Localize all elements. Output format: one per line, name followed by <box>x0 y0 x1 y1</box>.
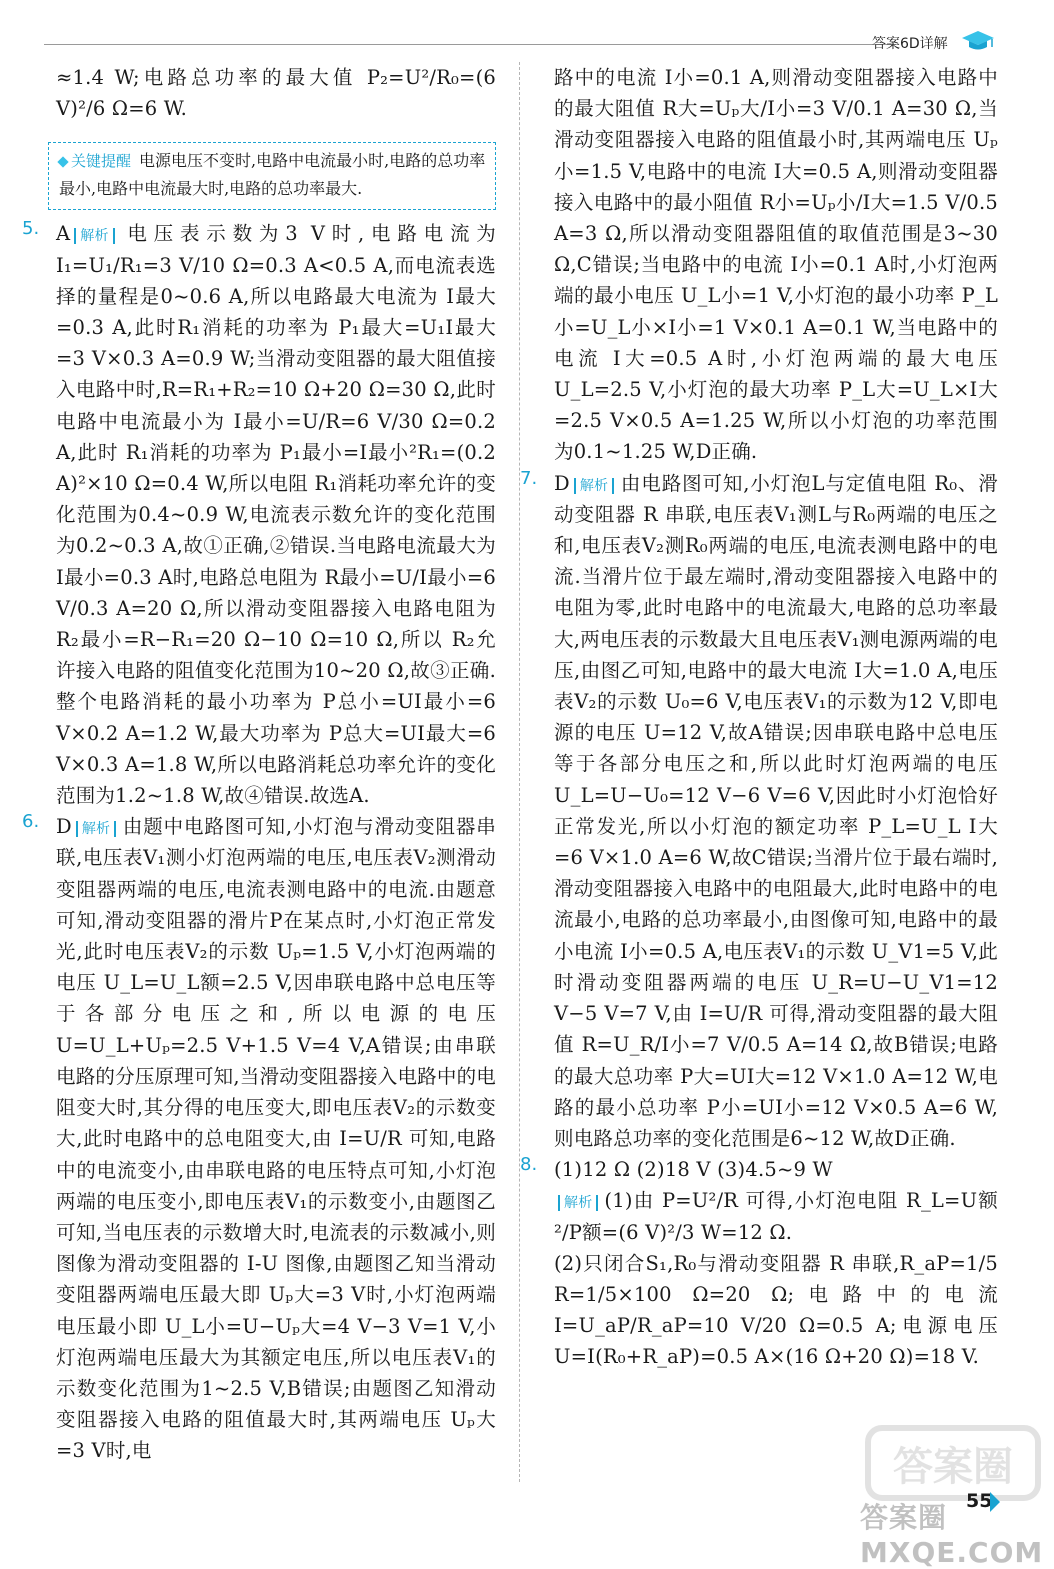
question-number: 6. <box>22 811 40 833</box>
analysis-tag: 解析 <box>558 1195 598 1211</box>
question-body <box>56 218 496 811</box>
header-rule <box>44 44 896 45</box>
tip-label: 关键提醒 <box>71 152 132 171</box>
answer-letter: D <box>554 471 570 495</box>
analysis-text: 电压表示数为3 V时,电路电流为 I₁=U₁/R₁=3 V/10 Ω=0.3 A<0.5 A,而电流表选择的量程是0~0.6 A,所以电路最大电流为 I最大=0.3 A,此时R₁消耗的功率为 P₁最大=U₁I最大=3 V×0.3 A=0.9 W;当滑动变阻器的最大阻值接入电路中时,R=R₁+R₂=10 Ω+20 Ω=30 Ω,此时电路中电流最小为 I最小=U/R=6 V/30 Ω=0.2 A,此时 R₁消耗的功率为 P₁最小=I最小²R₁=(0.2 A)²×10 Ω=0.4 W,所以电阻 R₁消耗功率允许的变化范围为0.4~0.9 W,电流表示数允许的变化范围为0.2~0.3 A,故①正确,②错误.当电路电流最大为 I最小=0.3 A时,电路总电阻为 R最小=U/I最小=6 V/0.3 A=20 Ω,所以滑动变阻器接入电路电阻为 R₂最小=R−R₁=20 Ω−10 Ω=10 Ω,所以 R₂允许接入电路的阻值变化范围为10~20 Ω,故③正确.整个电路消耗的最小功率为 P总小=UI最小=6 V×0.2 A=1.2 W,最大功率为 P总大=UI最大=6 V×0.3 A=1.8 W,所以电路消耗总功率允许的变化范围为1.2~1.8 W,故④错误.故选A. <box>56 222 496 808</box>
analysis-text: 由电路图可知,小灯泡L与定值电阻 R₀、滑动变阻器 R 串联,电压表V₁测L与R₀两端的电压之和,电压表V₂测R₀两端的电压,电流表测电路中的电流.当滑片位于最左端时,滑动变阻器接入电路中的电阻为零,此时电路中的电流最大,电路的总功率最大,两电压表的示数最大且电压表V₁测电源两端的电压,由图乙可知,电路中的最大电流 I大=1.0 A,电压表V₂的示数 U₀=6 V,电压表V₁的示数为12 V,即电源的电压 U=12 V,故A错误;因串联电路中总电压等于各部分电压之和,所以此时灯泡两端的电压 U_L=U−U₀=12 V−6 V=6 V,因此时小灯泡恰好正常发光,所以小灯泡的额定功率 P_L=U_L I大=6 V×1.0 A=6 W,故C错误;当滑片位于最右端时,滑动变阻器接入电路中的电阻最大,此时电路中的电流最小,电路的总功率最小,由图像可知,电路中的最小电流 I小=0.5 A,电压表V₁的示数 U_V1=5 V,此时滑动变阻器两端的电压 U_R=U−U_V1=12 V−5 V=7 V,由 I=U/R 可得,滑动变阻器的最大阻值 R=U_R/I小=7 V/0.5 A=14 Ω,故B错误;电路的最大总功率 P大=UI大=12 V×1.0 A=12 W,电路的最小总功率 P小=UI小=12 V×0.5 A=6 W,则电路总功率的变化范围是6~12 W,故D正确. <box>554 471 998 1150</box>
question-body <box>554 468 998 1154</box>
analysis-text: 由题中电路图可知,小灯泡与滑动变阻器串联,电压表V₁测小灯泡两端的电压,电压表V₂测滑动变阻器两端的电压,电流表测电路中的电流.由题意可知,滑动变阻器的滑片P在某点时,小灯泡正常发光,此时电压表V₂的示数 Uₚ=1.5 V,小灯泡两端的电压 U_L=U_L额=2.5 V,因串联电路中总电压等于各部分电压之和,所以电源的电压 U=U_L+Uₚ=2.5 V+1.5 V=4 V,A错误;由串联电路的分压原理可知,当滑动变阻器接入电路中的电阻变大时,其分得的电压变大,即电压表V₂的示数变大,此时电路中的总电阻变大,由 I=U/R 可知,电路中的电流变小,由串联电路的电压特点可知,小灯泡两端的电压变小,即电压表V₁的示数变小,由题图乙可知,当电压表的示数增大时,电流表的示数减小,则图像为滑动变阻器的 I-U 图像,由题图乙知当滑动变阻器两端电压最大即 Uₚ大=3 V时,小灯泡两端电压最小即 U_L小=U−Uₚ大=4 V−3 V=1 V,小灯泡两端电压最大为其额定电压,所以电压表V₁的示数变化范围为1~2.5 V,B错误;由题图乙知滑动变阻器接入电路的阻值最大时,其两端电压 Uₚ大=3 V时,电 <box>56 815 496 1463</box>
tip-bullet-icon <box>57 157 68 168</box>
analysis-text-part-2: (2)只闭合S₁,R₀与滑动变阻器 R 串联,R_aP=1/5 R=1/5×100 Ω=20 Ω;电路中的电流 I=U_aP/R_aP=10 V/20 Ω=0.5 A;电源电压 U=I(R₀+R_aP)=0.5 A×(16 Ω+20 Ω)=18 V. <box>554 1251 998 1369</box>
page-marker-icon <box>990 1492 1000 1512</box>
question-7 <box>520 467 998 1154</box>
left-column <box>22 62 496 1467</box>
continuation-text: 路中的电流 I小=0.1 A,则滑动变阻器接入电路中的最大阻值 R大=Uₚ大/I小=3 V/0.1 A=30 Ω,当滑动变阻器接入电路的阻值最小时,其两端电压 Uₚ小=1.5 V,电路中的电流 I大=0.5 A,则滑动变阻器接入电路中的最小阻值 R小=Uₚ小/I大=1.5 V/0.5 A=3 Ω,所以滑动变阻器阻值的取值范围是3~30 Ω,C错误;当电路中的电流 I小=0.1 A时,小灯泡两端的最小电压 U_L小=1 V,小灯泡的最小功率 P_L小=U_L小×I小=1 V×0.1 A=0.1 W,当电路中的电流 I大=0.5 A时,小灯泡两端的最大电压 U_L=2.5 V,小灯泡的最大功率 P_L大=U_L×I大=2.5 V×0.5 A=1.25 W,所以小灯泡的功率范围为0.1~1.25 W,D正确. <box>554 66 998 464</box>
question-number: 5. <box>22 218 40 240</box>
key-tip-box <box>48 142 496 210</box>
analysis-text: (1)由 P=U²/R 可得,小灯泡电阻 R_L=U额²/P额=(6 V)²/3 W=12 Ω. <box>554 1189 998 1244</box>
watermark-text: 答案圈 MXQE.COM <box>860 1501 1044 1569</box>
question-8 <box>520 1154 998 1372</box>
page-number: 55 <box>966 1490 993 1512</box>
analysis-tag: 解析 <box>574 478 614 494</box>
continuation-text: ≈1.4 W;电路总功率的最大值 P₂=U²/R₀=(6 V)²/6 Ω=6 W. <box>56 66 496 121</box>
column-divider <box>519 62 520 1482</box>
question-5 <box>22 218 496 811</box>
right-column <box>520 62 998 1373</box>
answer-line: (1)12 Ω (2)18 V (3)4.5~9 W <box>554 1158 833 1182</box>
svg-text:答案圈: 答案圈 <box>893 1444 1013 1490</box>
question-body <box>554 1185 998 1247</box>
tip-text: 电源电压不变时,电路中电流最小时,电路的总功率最小,电路中电流最大时,电路的总功率最大. <box>59 151 486 199</box>
header-title: 答案6D详解 <box>872 36 948 52</box>
question-6 <box>22 811 496 1466</box>
question-number: 8. <box>520 1154 538 1176</box>
analysis-tag: 解析 <box>74 228 114 244</box>
question-number: 7. <box>520 467 538 489</box>
answer-letter: A <box>56 222 71 246</box>
question-body <box>56 811 496 1466</box>
graduation-cap-icon <box>960 28 996 54</box>
analysis-tag: 解析 <box>76 821 116 837</box>
answer-letter: D <box>56 815 72 839</box>
